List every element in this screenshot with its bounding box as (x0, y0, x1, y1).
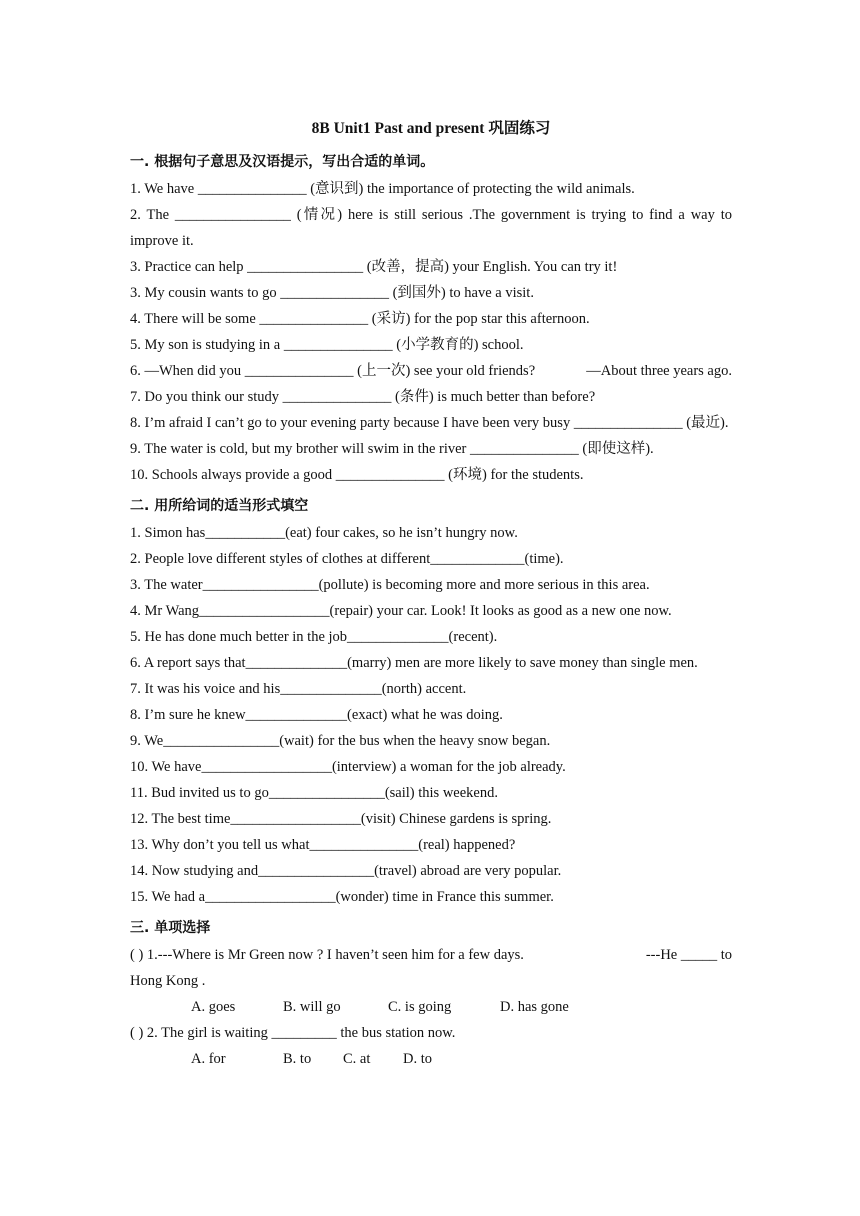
s3-question-1-answer-stem: ---He _____ to (645, 947, 732, 963)
s2-question-11: 11. Bud invited us to go________________(sail) this weekend. (130, 785, 498, 801)
s2-question-2: 2. People love different styles of clothes at different_____________(time). (130, 551, 564, 567)
section-3-heading: 三. 单项选择 (130, 920, 211, 936)
s1-question-10: 10. Schools always provide a good _______________ (环境) for the students. (130, 467, 584, 483)
s1-question-2: 2. The ________________ (情况) here is still serious .The government is trying to find a way to improve it. (130, 207, 732, 249)
s2-question-10: 10. We have__________________(interview) a woman for the job already. (130, 759, 566, 775)
page-title: 8B Unit1 Past and present 巩固练习 (311, 120, 551, 137)
s2-question-5: 5. He has done much better in the job______________(recent). (130, 629, 498, 645)
s3-question-1-prompt: ( ) 1.---Where is Mr Green now ? I haven’t seen him for a few days. (130, 947, 524, 963)
section-1-heading: 一. 根据句子意思及汉语提示，写出合适的单词。 (130, 154, 435, 170)
option-b: B. to (283, 1051, 312, 1067)
s2-question-1: 1. Simon has___________(eat) four cakes, so he isn’t hungry now. (130, 525, 518, 541)
s1-question-3a: 3. Practice can help ________________ (改善，提高) your English. You can try it! (130, 259, 618, 275)
s2-question-13: 13. Why don’t you tell us what_______________(real) happened? (130, 837, 516, 853)
s1-question-7: 7. Do you think our study _______________ (条件) is much better than before? (130, 389, 596, 405)
s1-question-6 (130, 358, 732, 384)
s2-question-3: 3. The water________________(pollute) is becoming more and more serious in this area. (130, 577, 650, 593)
s1-question-3b: 3. My cousin wants to go _______________ (到国外) to have a visit. (130, 285, 534, 301)
s1-question-8: 8. I’m afraid I can’t go to your evening party because I have been very busy _______________ (最近). (130, 415, 729, 431)
s1-question-6-answer: —About three years ago. (586, 363, 732, 379)
s3-question-1 (130, 942, 732, 968)
s2-question-8: 8. I’m sure he knew______________(exact) what he was doing. (130, 707, 503, 723)
s2-question-6: 6. A report says that______________(marry) men are more likely to save money than single men. (130, 655, 698, 671)
option-d: D. to (403, 1051, 432, 1067)
s1-question-1: 1. We have _______________ (意识到) the importance of protecting the wild animals. (130, 181, 635, 197)
s1-question-6-prompt: 6. —When did you _______________ (上一次) see your old friends? (130, 363, 536, 379)
s1-question-9: 9. The water is cold, but my brother will swim in the river _______________ (即使这样). (130, 441, 654, 457)
option-a: A. for (191, 1051, 226, 1067)
option-b: B. will go (283, 999, 341, 1015)
s3-question-1-options (130, 994, 732, 1020)
s1-question-4: 4. There will be some _______________ (采访) for the pop star this afternoon. (130, 311, 590, 327)
s3-question-2: ( ) 2. The girl is waiting _________ the bus station now. (130, 1025, 456, 1041)
worksheet-content (130, 118, 732, 1072)
s2-question-7: 7. It was his voice and his______________(north) accent. (130, 681, 467, 697)
s2-question-14: 14. Now studying and________________(travel) abroad are very popular. (130, 863, 562, 879)
s2-question-9: 9. We________________(wait) for the bus when the heavy snow began. (130, 733, 551, 749)
option-c: C. at (343, 1051, 371, 1067)
s3-question-1-continued: Hong Kong . (130, 973, 206, 989)
s2-question-4: 4. Mr Wang__________________(repair) your car. Look! It looks as good as a new one now. (130, 603, 672, 619)
s3-question-2-options (130, 1046, 732, 1072)
s1-question-5: 5. My son is studying in a _______________ (小学教育的) school. (130, 337, 524, 353)
option-a: A. goes (191, 999, 236, 1015)
s2-question-12: 12. The best time__________________(visit) Chinese gardens is spring. (130, 811, 552, 827)
option-c: C. is going (388, 999, 452, 1015)
s2-question-15: 15. We had a__________________(wonder) time in France this summer. (130, 889, 554, 905)
section-2-heading: 二. 用所给词的适当形式填空 (130, 498, 309, 514)
option-d: D. has gone (500, 999, 569, 1015)
